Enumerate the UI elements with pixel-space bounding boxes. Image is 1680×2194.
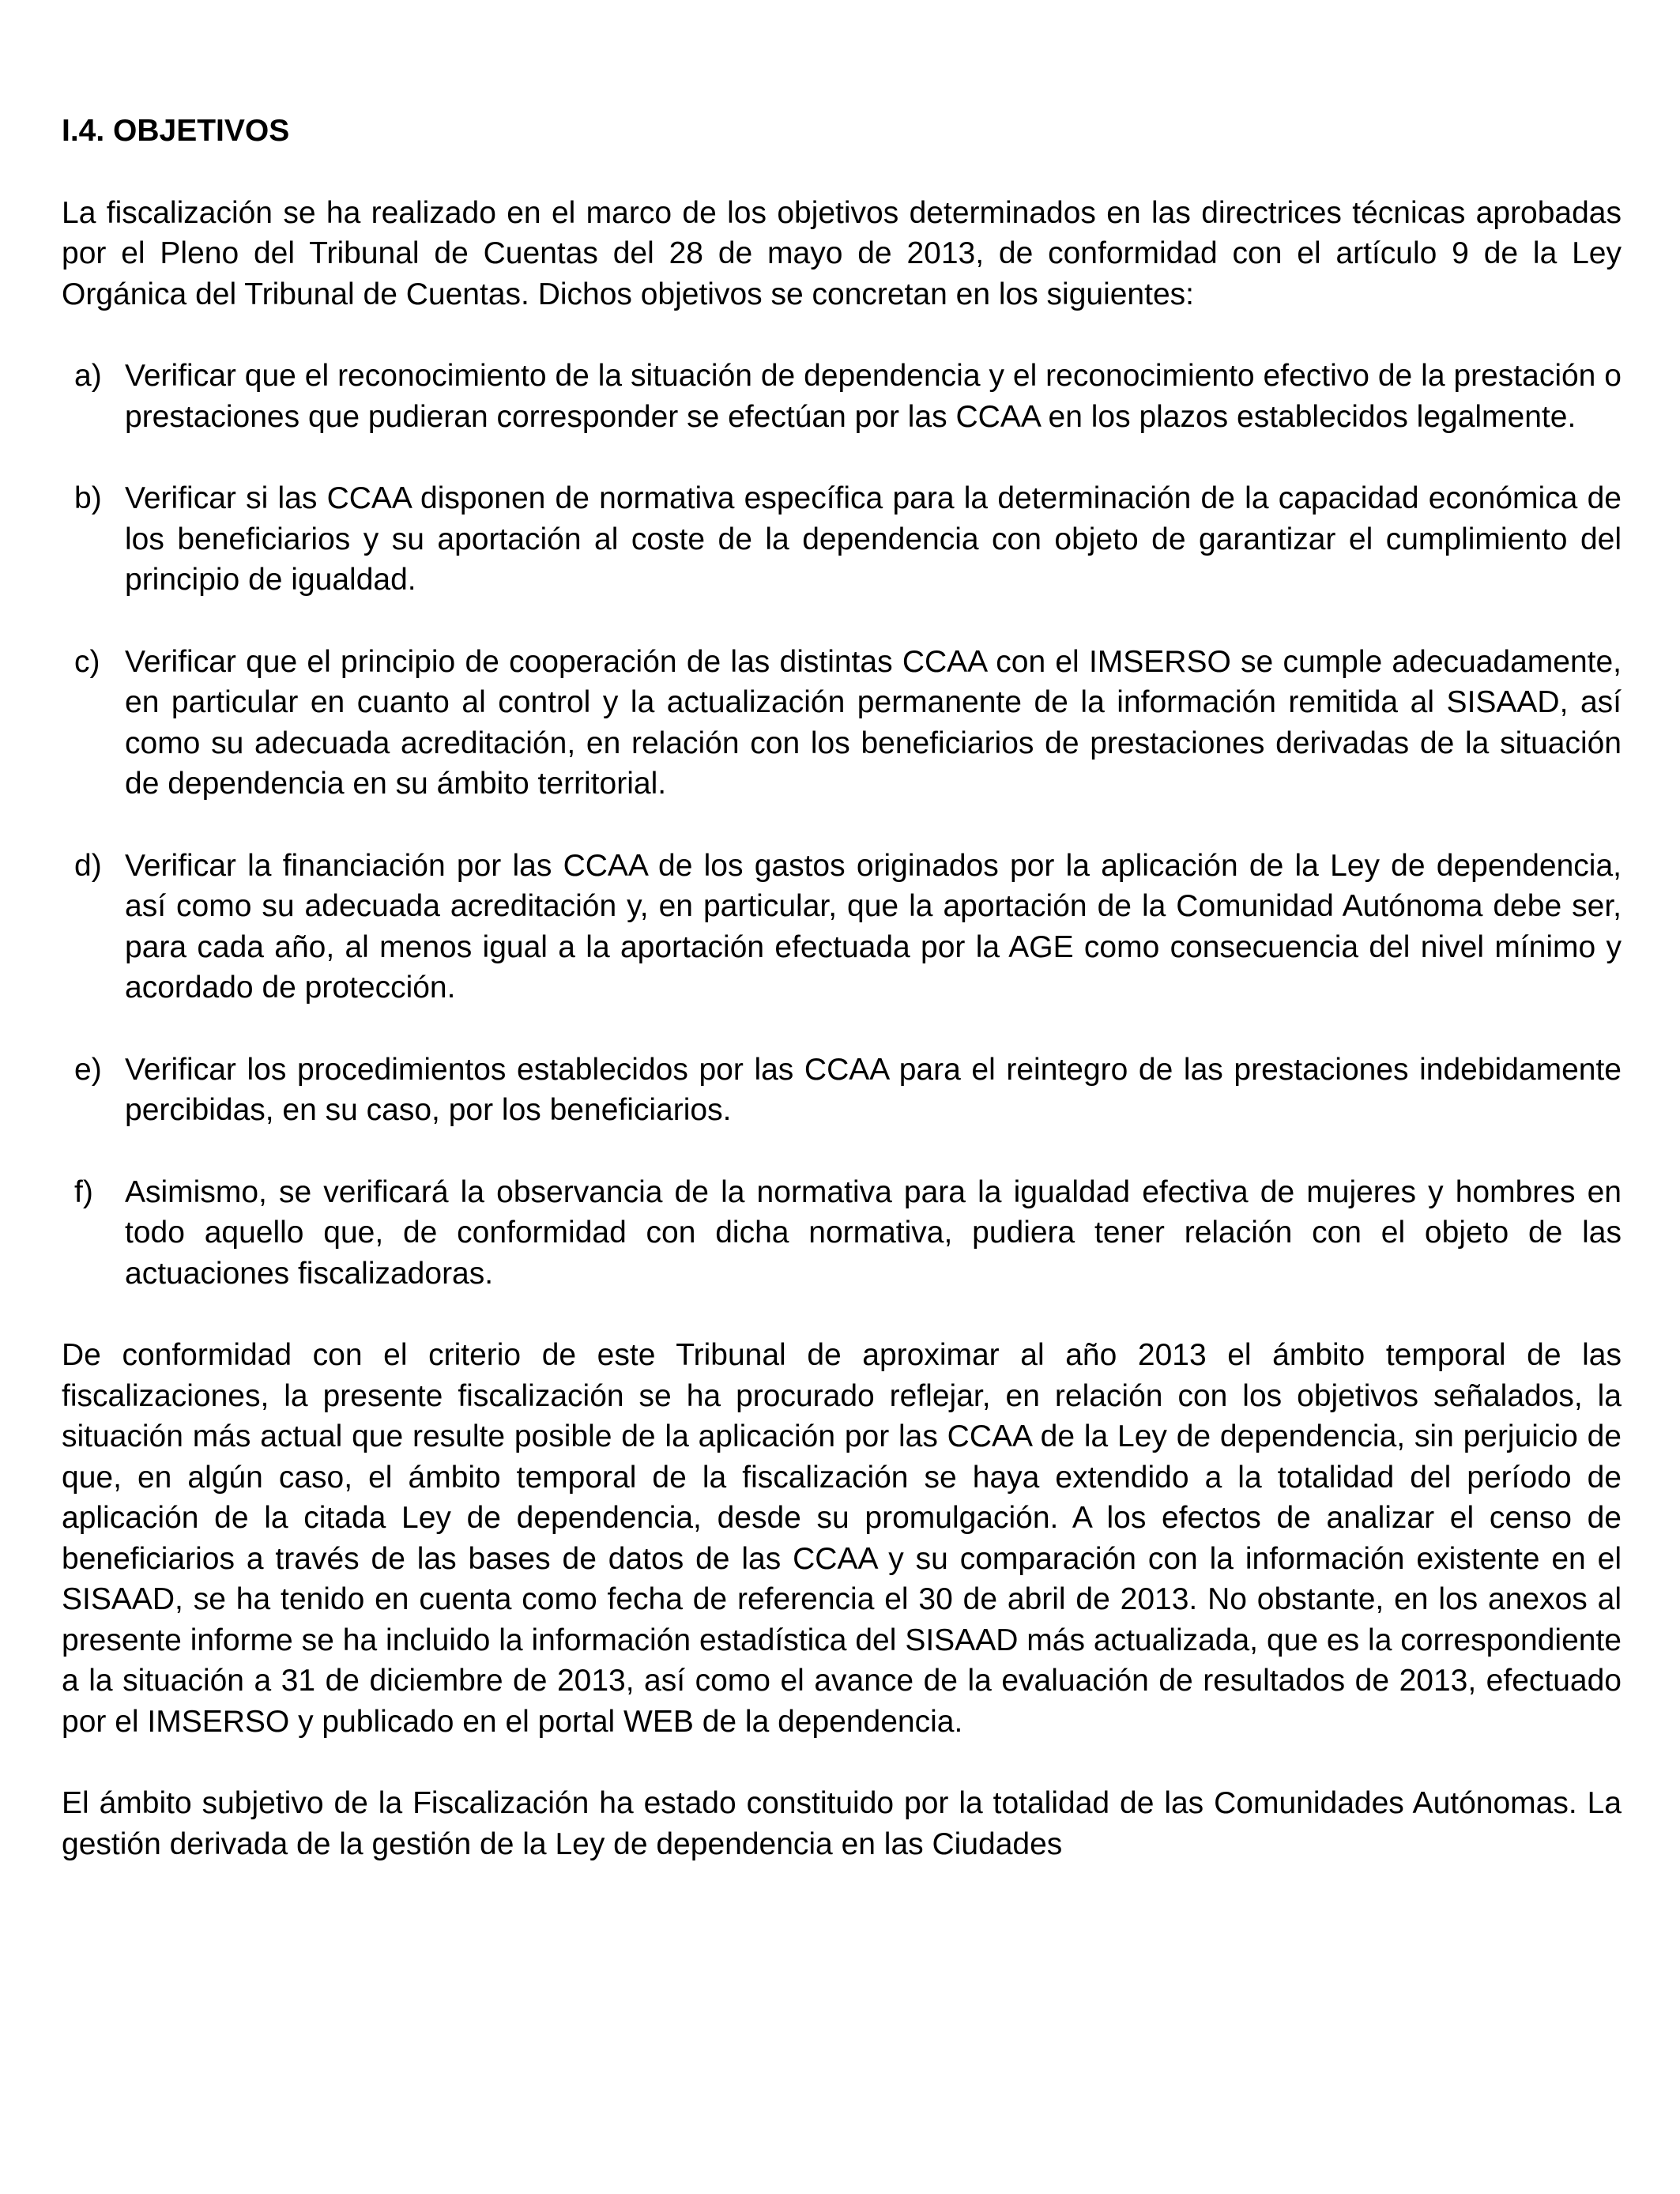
objective-marker: c) [74,644,100,679]
objective-text: Asimismo, se verificará la observancia de la normativa para la igualdad efectiva de mujeres y hombres en todo aquello que, de conformidad con dicha normativa, pudiera tener relación con el objeto de las actuaciones fiscalizadoras. [125,1174,1622,1291]
objective-text: Verificar la financiación por las CCAA de los gastos originados por la aplicación de la Ley de dependencia, así como su adecuada acreditación y, en particular, que la aportación de la Comunidad Autónoma debe ser, para cada año, al menos igual a la aportación efectuada por la AGE como consecuencia del nivel mínimo y acordado de protección. [125,848,1622,1005]
temporal-scope-paragraph: De conformidad con el criterio de este Tribunal de aproximar al año 2013 el ámbito temporal de las fiscalizaciones, la presente fiscalización se ha procurado reflejar, en relación con los objetivos señalados, la situación más actual que resulte posible de la aplicación por las CCAA de la Ley de dependencia, sin perjuicio de que, en algún caso, el ámbito temporal de la fiscalización se haya extendido a la totalidad del período de aplicación de la citada Ley de dependencia, desde su promulgación. A los efectos de analizar el censo de beneficiarios a través de las bases de datos de las CCAA y su comparación con la información existente en el SISAAD, se ha tenido en cuenta como fecha de referencia el 30 de abril de 2013. No obstante, en los anexos al presente informe se ha incluido la información estadística del SISAAD más actualizada, que es la correspondiente a la situación a 31 de diciembre de 2013, así como el avance de la evaluación de resultados de 2013, efectuado por el IMSERSO y publicado en el portal WEB de la dependencia. [62,1338,1622,1739]
objective-text: Verificar que el reconocimiento de la situación de dependencia y el reconocimiento efectivo de la prestación o prestaciones que pudieran corresponder se efectúan por las CCAA en los plazos establecidos legalmente. [125,359,1622,434]
objective-item-a [62,356,1622,437]
objective-item-e [62,1050,1622,1131]
objective-item-f [62,1172,1622,1295]
objective-marker: b) [74,481,102,515]
objective-item-d [62,846,1622,1008]
section-heading: I.4. OBJETIVOS [62,114,290,148]
objective-marker: e) [74,1052,102,1087]
document-page [62,111,1622,1906]
objective-text: Verificar que el principio de cooperación de las distintas CCAA con el IMSERSO se cumple adecuadamente, en particular en cuanto al control y la actualización permanente de la información remitida al SISAAD, así como su adecuada acreditación, en relación con los beneficiarios de prestaciones derivadas de la situación de dependencia en su ámbito territorial. [125,644,1622,801]
subjective-scope-paragraph: El ámbito subjetivo de la Fiscalización ha estado constituido por la totalidad de las Comunidades Autónomas. La gestión derivada de la gestión de la Ley de dependencia en las Ciudades [62,1786,1622,1861]
objective-item-b [62,478,1622,601]
intro-paragraph: La fiscalización se ha realizado en el marco de los objetivos determinados en las directrices técnicas aprobadas por el Pleno del Tribunal de Cuentas del 28 de mayo de 2013, de conformidad con el artículo 9 de la Ley Orgánica del Tribunal de Cuentas. Dichos objetivos se concretan en los siguientes: [62,195,1622,311]
objective-marker: a) [74,359,102,393]
objective-item-c [62,642,1622,805]
objective-text: Verificar los procedimientos establecidos por las CCAA para el reintegro de las prestaciones indebidamente percibidas, en su caso, por los beneficiarios. [125,1052,1622,1127]
objectives-list [62,356,1622,1294]
objective-marker: d) [74,848,102,883]
objective-marker: f) [74,1174,93,1209]
objective-text: Verificar si las CCAA disponen de normativa específica para la determinación de la capacidad económica de los beneficiarios y su aportación al coste de la dependencia con objeto de garantizar el cumplimiento del principio de igualdad. [125,481,1622,597]
